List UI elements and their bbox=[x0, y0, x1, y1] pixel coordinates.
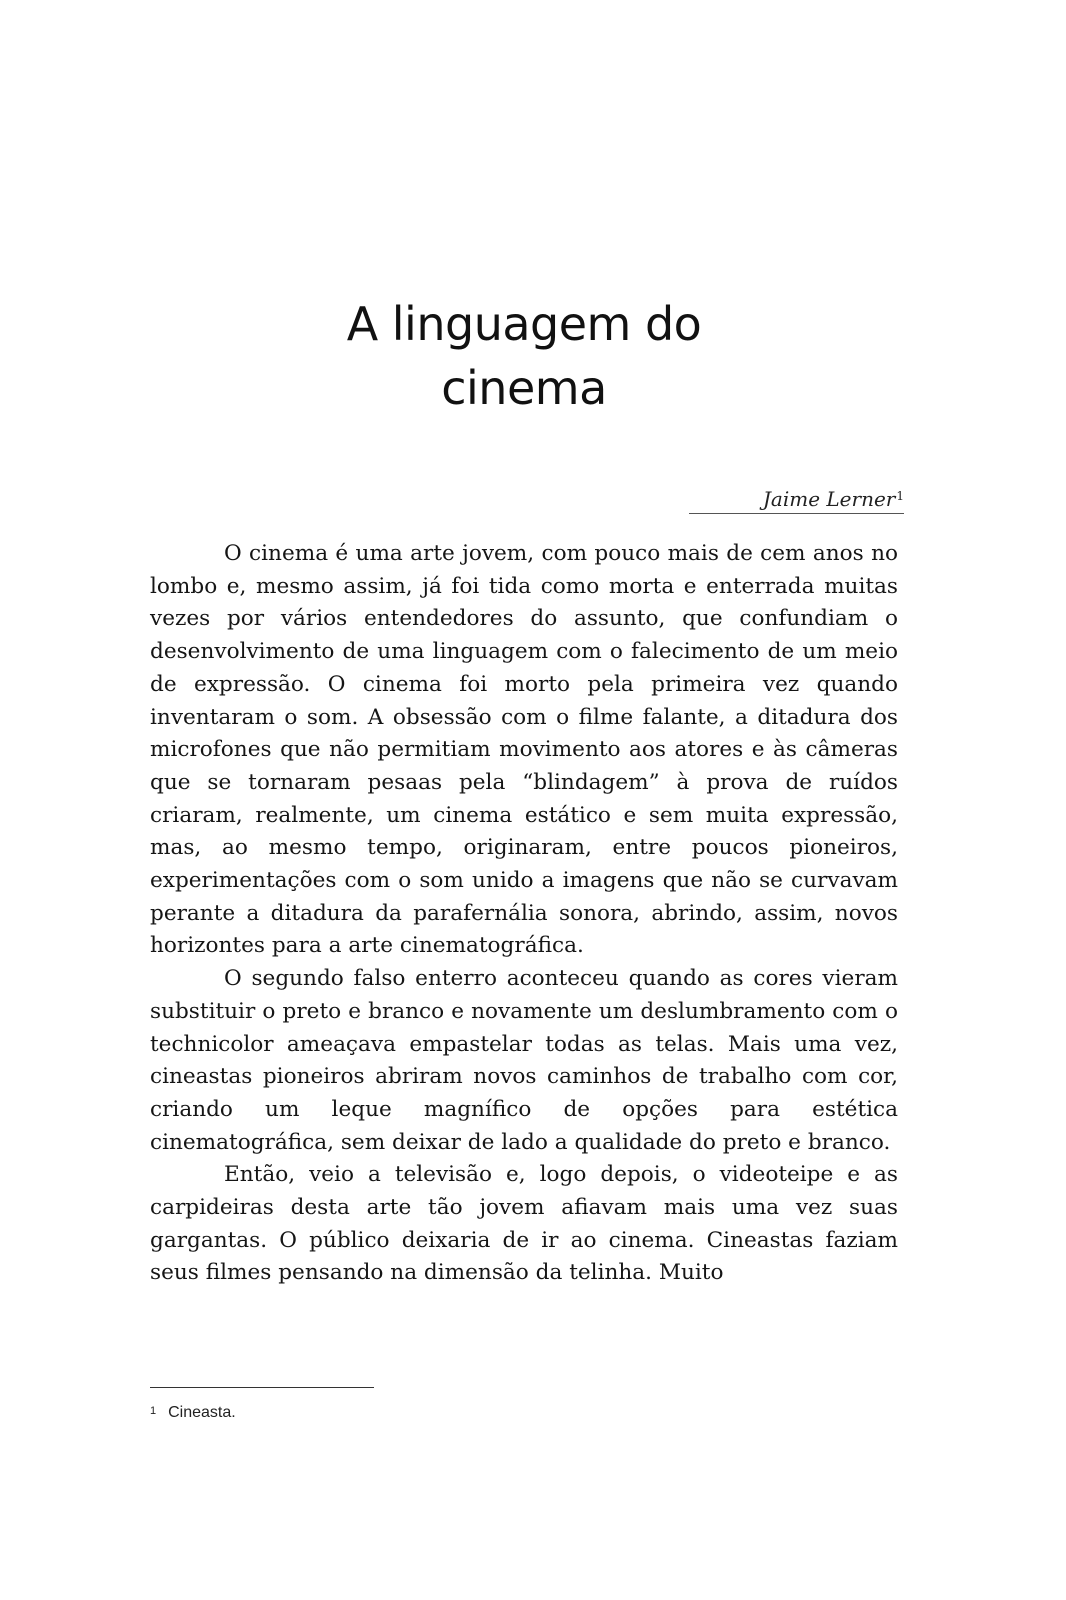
footnote-text: Cineasta. bbox=[168, 1404, 236, 1421]
chapter-title-line-1: A linguagem do bbox=[346, 297, 702, 351]
footnote bbox=[150, 1402, 236, 1424]
footnote-divider bbox=[150, 1387, 374, 1388]
paragraph-2: O segundo falso enterro aconteceu quando as cores vieram substituir o preto e branco e novamente um deslumbramento com o technicolor ameaçava empastelar todas as telas. Mais uma vez, cineastas pioneiros abriram novos caminhos de trabalho com cor, criando um leque magnífico de opções para estética cinematográfica, sem deixar de lado a qualidade do preto e branco. bbox=[150, 966, 898, 1155]
paragraph-1: O cinema é uma arte jovem, com pouco mais de cem anos no lombo e, mesmo assim, já foi tida como morta e enterrada muitas vezes por vários entendedores do assunto, que confundiam o desenvolvimento de uma linguagem com o falecimento de um meio de expressão. O cinema foi morto pela primeira vez quando inventaram o som. A obsessão com o filme falante, a ditadura dos microfones que não permitiam movimento aos atores e às câmeras que se tornaram pesaas pela “blindagem” à prova de ruídos criaram, realmente, um cinema estático e sem muita expressão, mas, ao mesmo tempo, originaram, entre poucos pioneiros, experimentações com o som unido a imagens que não se curvavam perante a ditadura da parafernália sonora, abrindo, assim, novos horizontes para a arte cinematográfica. bbox=[150, 541, 898, 959]
chapter-body bbox=[150, 538, 898, 1290]
chapter-title bbox=[150, 292, 898, 420]
footnote-number: 1 bbox=[150, 1405, 157, 1417]
author-footnote-mark: 1 bbox=[896, 489, 904, 503]
chapter-title-line-2: cinema bbox=[441, 361, 607, 415]
author-byline bbox=[689, 486, 904, 514]
author-name: Jaime Lerner bbox=[762, 487, 896, 511]
paragraph-3: Então, veio a televisão e, logo depois, o videoteipe e as carpideiras desta arte tão jovem afiavam mais uma vez suas gargantas. O público deixaria de ir ao cinema. Cineastas faziam seus filmes pensando na dimensão da telinha. Muito bbox=[150, 1162, 898, 1286]
